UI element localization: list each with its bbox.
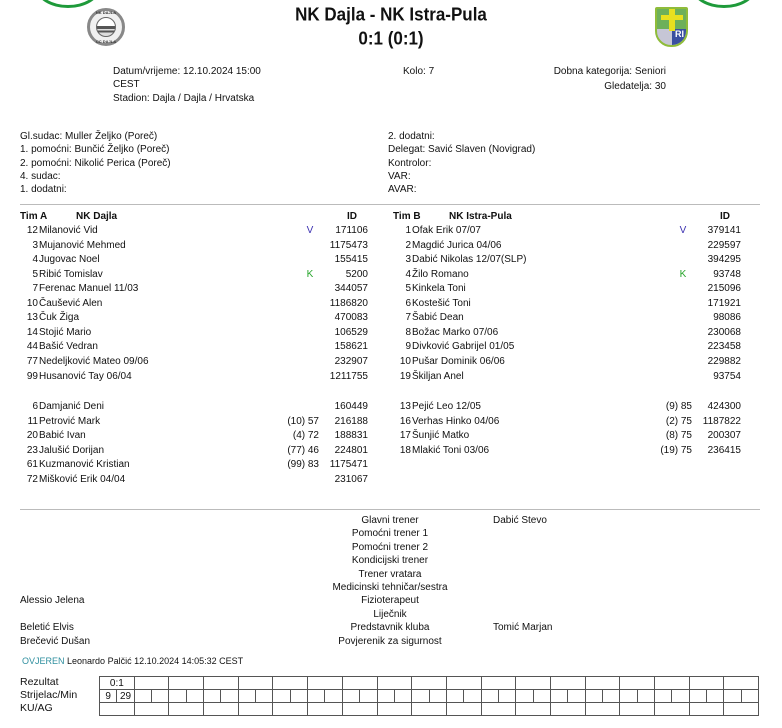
player-number: 20 [26,430,38,442]
player-number: 8 [405,326,411,338]
official-entry: 2. pomoćni: Nikolić Perica (Poreč) [20,157,171,169]
scorer-minute-cell [221,690,238,703]
player-name: Bašić Vedran [39,341,98,353]
player-id: 215096 [707,283,741,295]
card-cell [238,703,273,716]
substitution-info: (4) 72 [292,430,319,442]
player-row [391,253,751,268]
player-name: Kuzmanović Kristian [39,459,130,471]
away-logo-text: RI [675,29,684,39]
result-cell [134,677,169,690]
player-name: Dabić Nikolas 12/07(SLP) [412,254,527,266]
player-row [391,239,751,254]
staff-away-name: Dabić Stevo [493,515,547,526]
player-id: 1211755 [329,370,368,382]
score-grid [99,676,759,716]
scorer-number-cell [238,690,255,703]
player-number: 10 [399,355,411,367]
player-number: 14 [26,326,38,338]
player-name: Nedeljković Mateo 09/06 [39,355,149,367]
card-cell [516,703,551,716]
scorer-minute-cell [256,690,273,703]
card-cell [412,703,447,716]
player-row [18,340,378,355]
scorer-number-cell: 9 [100,690,117,703]
player-id: 200307 [707,430,741,442]
staff-role: Fizioterapeut [361,595,419,607]
player-id: 1187822 [702,415,741,427]
player-name: Šunjić Matko [412,430,470,442]
player-id: 231067 [334,473,368,485]
player-name: Mlakić Toni 03/06 [412,444,490,456]
scorer-minute-cell [152,690,169,703]
scorer-number-cell [724,690,741,703]
staff-home-name: Beletić Elvis [20,622,74,634]
match-stadium: Stadion: Dajla / Dajla / Hrvatska [113,93,255,104]
player-row [391,224,751,239]
scorer-minute-cell [568,690,585,703]
substitution-info: (10) 57 [287,415,319,427]
scorer-minute-cell [741,690,758,703]
player-name: Jalušić Dorijan [39,444,105,456]
team-b-id-header: ID [720,211,730,222]
result-cell [516,677,551,690]
official-entry: 1. dodatni: [20,184,67,196]
result-cell [689,677,724,690]
team-a-name: NK Dajla [76,211,118,222]
substitute-row [18,473,378,488]
player-id: 1175471 [329,459,368,471]
player-number: 77 [26,355,38,367]
official-entry: 1. pomoćni: Bunčić Željko (Poreč) [20,144,170,156]
substitution-info: (77) 46 [287,444,319,456]
player-name: Stojić Mario [39,326,92,338]
player-number: 17 [399,430,411,442]
player-row [18,326,378,341]
attendance: Gledatelja: 30 [604,81,666,92]
scorer-number-cell [655,690,672,703]
official-entry: Delegat: Savić Slaven (Novigrad) [388,144,536,156]
logo-year [695,0,753,1]
player-name: Babić Ivan [39,430,86,442]
substitution-info: (99) 83 [287,459,319,471]
player-row [18,253,378,268]
player-id: 93754 [713,370,741,382]
player-id: 229597 [707,239,741,251]
player-row [18,355,378,370]
age-category: Dobna kategorija: Seniori [553,66,666,77]
card-cell [446,703,481,716]
official-entry: 2. dodatni: [388,131,435,142]
home-logo-text-top: NK DAJLA [95,10,117,15]
player-name: Petrović Mark [39,415,101,427]
player-number: 5 [405,283,411,295]
result-cell [620,677,655,690]
scorer-minute-cell [186,690,203,703]
scorer-number-cell [689,690,706,703]
player-number: 44 [26,341,38,353]
scorer-number-cell [412,690,429,703]
player-row [18,268,378,283]
home-logo-text-bottom: CC DAJLA [95,39,117,44]
player-id: 230068 [707,326,741,338]
player-row [18,224,378,239]
staff-role: Povjerenik za sigurnost [338,635,442,647]
player-number: 13 [26,312,38,324]
match-timezone: CEST [113,79,140,90]
player-id: 1175473 [329,239,368,251]
player-name: Škiljan Anel [412,370,464,382]
team-b-label: Tim B [393,211,421,222]
grid-label-card: KU/AG [20,702,53,714]
substitution-info: (9) 85 [665,401,692,412]
card-cell [308,703,343,716]
player-number: 72 [26,473,38,485]
player-id: 155415 [334,254,368,266]
player-row [391,311,751,326]
result-cell [585,677,620,690]
card-cell [585,703,620,716]
match-title: NK Dajla - NK Istra-Pula [295,4,487,25]
player-id: 470083 [334,312,368,324]
substitution-info: (2) 75 [665,415,692,427]
player-id: 424300 [707,401,741,412]
result-cell [377,677,412,690]
player-name: Pušar Dominik 06/06 [412,355,505,367]
card-cell [377,703,412,716]
player-number: 3 [32,239,38,251]
card-cell [342,703,377,716]
verification-line [22,656,243,666]
player-id: 224801 [334,444,368,456]
player-name: Verhas Hinko 04/06 [412,415,500,427]
card-cell [134,703,169,716]
substitute-row [18,444,378,459]
player-row [18,370,378,385]
scorer-number-cell [377,690,394,703]
official-entry: Gl.sudac: Muller Željko (Poreč) [20,131,158,142]
player-id: 379141 [707,225,741,236]
player-name: Šabić Dean [412,312,464,324]
scorer-minute-cell [602,690,619,703]
substitute-row [391,444,751,459]
player-number: 4 [32,254,38,266]
player-number: 13 [399,401,411,412]
official-entry: 4. sudac: [20,170,61,182]
player-id: 236415 [707,444,741,456]
staff-home-name: Alessio Jelena [20,595,85,607]
player-id: 216188 [334,415,368,427]
player-name: Čaušević Alen [39,297,103,309]
card-cell [273,703,308,716]
player-number: 10 [26,297,38,309]
scorer-number-cell [620,690,637,703]
card-cell [100,703,135,716]
player-name: Čuk Žiga [39,312,80,324]
player-number: 18 [399,444,411,456]
scorer-number-cell [446,690,463,703]
player-row [391,297,751,312]
scorer-minute-cell [707,690,724,703]
player-number: 61 [26,459,38,471]
grid-row-result [100,677,759,690]
official-entry: Kontrolor: [388,157,432,169]
captain-mark: K [306,268,314,280]
scorer-minute-cell: 29 [117,690,134,703]
staff-role: Medicinski tehničar/sestra [332,582,448,593]
card-cell [204,703,239,716]
player-id: 5200 [345,268,368,280]
player-name: Magdić Jurica 04/06 [412,239,502,251]
result-cell [273,677,308,690]
substitute-row [391,415,751,430]
player-id: 344057 [334,283,368,295]
player-row [18,297,378,312]
player-number: 1 [405,225,411,236]
scorer-minute-cell [429,690,446,703]
player-number: 5 [32,268,38,280]
match-datetime: Datum/vrijeme: 12.10.2024 15:00 [113,66,261,77]
substitution-info: (8) 75 [665,430,692,442]
scorer-minute-cell [498,690,515,703]
scorer-number-cell [204,690,221,703]
official-entry: VAR: [388,170,411,182]
card-cell [550,703,585,716]
substitute-row [18,429,378,444]
player-name: Kinkela Toni [412,283,466,295]
substitute-row [18,400,378,415]
result-cell [481,677,516,690]
player-row [18,311,378,326]
player-number: 23 [26,444,38,456]
card-cell [689,703,724,716]
player-id: 158621 [334,341,368,353]
player-row [391,282,751,297]
scorer-minute-cell [360,690,377,703]
player-id: 171921 [707,297,741,309]
player-row [391,326,751,341]
player-name: Žilo Romano [412,268,469,280]
player-name: Milanović Vid [39,225,98,236]
result-cell [308,677,343,690]
player-number: 7 [32,283,38,295]
player-row [391,355,751,370]
staff-role: Pomoćni trener 2 [351,541,429,553]
substitute-row [18,415,378,430]
staff-role: Liječnik [373,608,407,620]
substitute-row [391,400,751,415]
staff-home-name: Brečević Dušan [20,635,91,647]
result-cell [238,677,273,690]
player-id: 223458 [707,341,741,353]
player-row [391,370,751,385]
substitute-row [18,458,378,473]
scorer-minute-cell [464,690,481,703]
verification-status: OVJEREN [22,656,65,666]
grid-row-card [100,703,759,716]
player-number: 7 [405,312,411,324]
player-number: 99 [26,370,38,382]
goalkeeper-mark: V [306,225,314,236]
card-cell [169,703,204,716]
scorer-minute-cell [637,690,654,703]
player-number: 2 [405,239,411,251]
player-row [391,268,751,283]
player-id: 106529 [334,326,368,338]
scorer-minute-cell [394,690,411,703]
card-cell [724,703,759,716]
card-cell [481,703,516,716]
result-cell [412,677,447,690]
scorer-minute-cell [533,690,550,703]
match-round: Kolo: 7 [403,66,435,77]
divider [20,204,760,205]
player-name: Mujanović Mehmed [39,239,126,251]
player-number: 4 [405,268,411,280]
official-entry: AVAR: [388,184,417,196]
player-name: Pejić Leo 12/05 [412,401,481,412]
scorer-number-cell [550,690,567,703]
player-row [18,239,378,254]
grid-label-result: Rezultat [20,676,59,688]
staff-role: Trener vratara [358,568,422,580]
player-id: 171106 [335,225,368,236]
player-id: 232907 [334,355,368,367]
scorer-number-cell [273,690,290,703]
staff-role: Pomoćni trener 1 [351,528,429,540]
logo-year [39,0,97,1]
scorer-number-cell [342,690,359,703]
staff-role: Glavni trener [361,515,419,526]
player-number: 19 [399,370,411,382]
player-number: 16 [399,415,411,427]
scorer-number-cell [585,690,602,703]
result-cell [724,677,759,690]
grid-label-scorer: Strijelac/Min [20,689,78,701]
player-id: 98086 [713,312,741,324]
scorer-number-cell [134,690,151,703]
player-number: 12 [26,225,38,236]
player-number: 11 [27,415,38,427]
player-name: Kostešić Toni [412,297,471,309]
staff-away-name: Tomić Marjan [493,622,553,634]
match-score: 0:1 (0:1) [358,28,424,49]
player-number: 6 [405,297,411,309]
scorer-minute-cell [290,690,307,703]
scorer-number-cell [516,690,533,703]
staff-role: Kondicijski trener [351,555,429,567]
player-name: Husanović Tay 06/04 [39,370,132,382]
player-name: Mišković Erik 04/04 [39,473,126,485]
scorer-number-cell [481,690,498,703]
player-id: 394295 [707,254,741,266]
player-row [18,282,378,297]
grid-row-scorer [100,690,759,703]
player-name: Božac Marko 07/06 [412,326,499,338]
team-a-id-header: ID [347,211,357,222]
player-number: 9 [405,341,411,353]
player-name: Ofak Erik 07/07 [412,225,481,236]
player-id: 160449 [334,401,368,412]
result-cell [342,677,377,690]
player-name: Ribić Tomislav [39,268,103,280]
card-cell [620,703,655,716]
verification-text: Leonardo Palčić 12.10.2024 14:05:32 CEST [67,656,244,666]
player-id: 1186820 [329,297,368,309]
result-cell [550,677,585,690]
result-cell: 0:1 [100,677,135,690]
player-id: 188831 [334,430,368,442]
player-id: 229882 [707,355,741,367]
captain-mark: K [679,268,687,280]
scorer-minute-cell [672,690,689,703]
player-name: Damjanić Deni [39,401,105,412]
team-a-label: Tim A [20,211,48,222]
player-row [391,340,751,355]
staff-role: Predstavnik kluba [350,622,430,634]
player-name: Ferenac Manuel 11/03 [39,283,139,295]
result-cell [446,677,481,690]
scorer-number-cell [169,690,186,703]
player-id: 93748 [713,268,741,280]
scorer-minute-cell [325,690,342,703]
result-cell [204,677,239,690]
goalkeeper-mark: V [679,225,687,236]
substitution-info: (19) 75 [660,444,692,456]
card-cell [655,703,690,716]
result-cell [169,677,204,690]
divider [20,509,760,510]
player-name: Divković Gabrijel 01/05 [412,341,515,353]
player-number: 3 [405,254,411,266]
player-number: 6 [32,401,38,412]
team-b-name: NK Istra-Pula [449,211,512,222]
substitute-row [391,429,751,444]
result-cell [655,677,690,690]
player-name: Jugovac Noel [39,254,100,266]
scorer-number-cell [308,690,325,703]
